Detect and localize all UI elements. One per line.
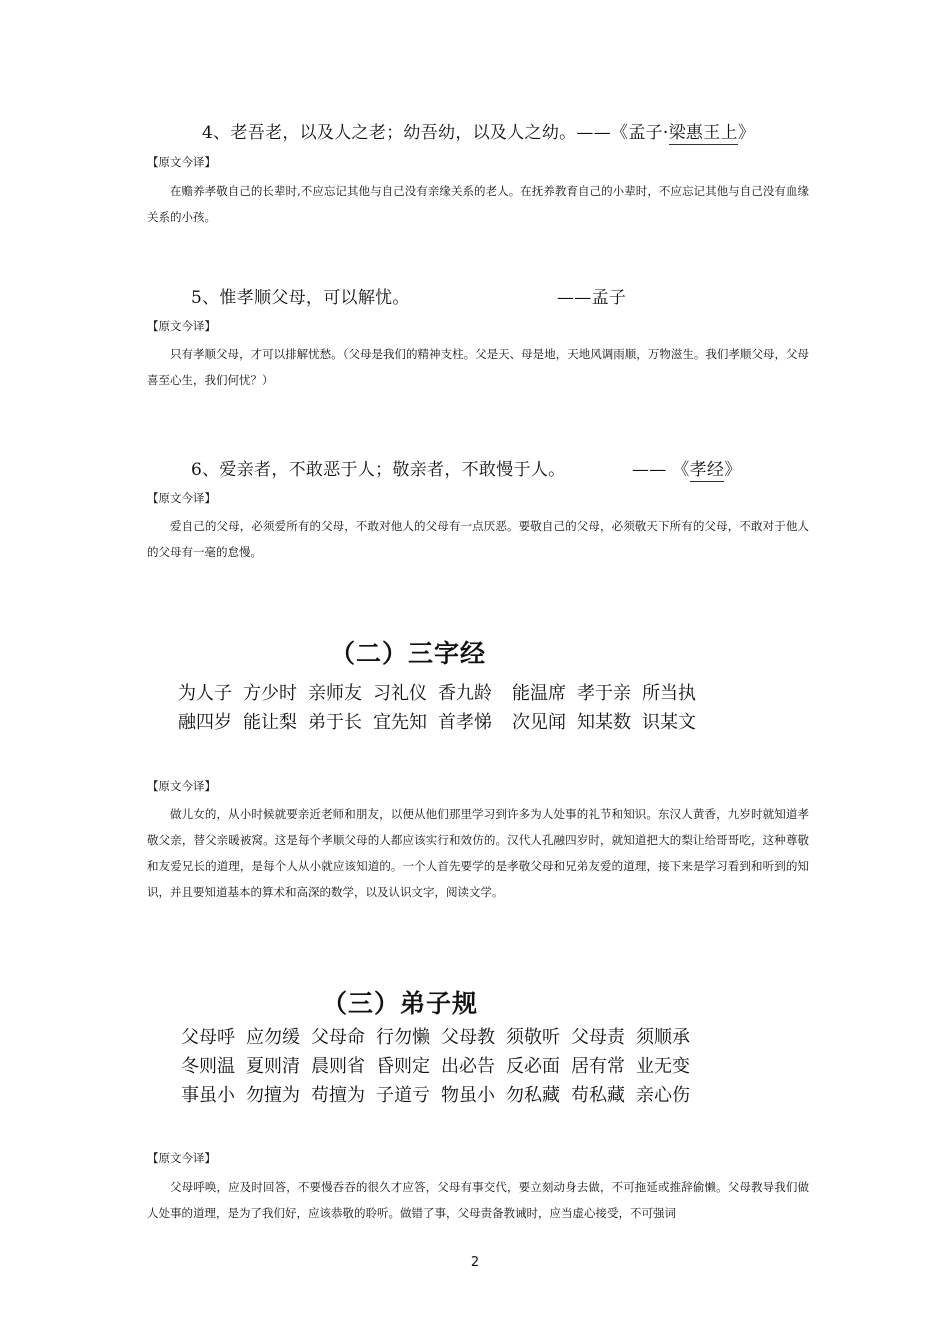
verse-phrase: 弟于长 — [308, 712, 362, 733]
verse-phrase: 行勿懒 — [376, 1027, 430, 1048]
translation-label-4: 【原文今译】 — [147, 155, 216, 169]
verse-phrase: 子道亏 — [376, 1085, 430, 1106]
quote-5-text: 5、惟孝顺父母，可以解忧。 — [191, 288, 410, 308]
dizigui-verse — [181, 1023, 701, 1110]
quote-6-source-close: 》 — [724, 460, 742, 480]
verse-phrase: 习礼仪 — [373, 683, 427, 704]
verse-phrase: 须顺承 — [636, 1027, 690, 1048]
verse-phrase: 父母责 — [571, 1027, 625, 1048]
quote-6-source-underlined: 孝经 — [689, 460, 725, 480]
verse-phrase: 知某数 — [577, 712, 631, 733]
verse-phrase: 昏则定 — [376, 1056, 430, 1077]
verse-phrase: 方少时 — [243, 683, 297, 704]
verse-phrase: 孝于亲 — [577, 683, 631, 704]
verse-phrase: 能温席 — [512, 683, 566, 704]
verse-phrase: 应勿缓 — [246, 1027, 300, 1048]
page-number: 2 — [470, 1255, 480, 1270]
translation-label-dizigui: 【原文今译】 — [147, 1151, 216, 1165]
verse-phrase: 居有常 — [571, 1056, 625, 1077]
verse-phrase: 能让梨 — [243, 712, 297, 733]
translation-6: 爱自己的父母，必须爱所有的父母，不敢对他人的父母有一点厌恶。要敬自己的父母，必须敬天下所有的父母，不敢对于他人的父母有一毫的怠慢。 — [147, 519, 809, 559]
verse-phrase: 业无变 — [636, 1056, 690, 1077]
quote-4-source-underlined: 梁惠王上 — [668, 123, 738, 143]
verse-phrase: 须敬听 — [506, 1027, 560, 1048]
translation-5: 只有孝顺父母，才可以排解忧愁。（父母是我们的精神支柱。父是天、母是地，天地风调雨顺，万物滋生。我们孝顺父母，父母喜至心生，我们何忧？） — [147, 347, 809, 387]
verse-phrase: 晨则省 — [311, 1056, 365, 1077]
verse-line — [178, 679, 707, 708]
verse-phrase: 父母命 — [311, 1027, 365, 1048]
translation-label-6: 【原文今译】 — [147, 491, 216, 505]
verse-phrase: 次见闻 — [512, 712, 566, 733]
verse-phrase: 物虽小 — [441, 1085, 495, 1106]
verse-phrase: 苟私藏 — [571, 1085, 625, 1106]
verse-phrase: 苟擅为 — [311, 1085, 365, 1106]
verse-line — [178, 708, 707, 737]
verse-phrase: 父母呼 — [181, 1027, 235, 1048]
translation-label-sanzijing: 【原文今译】 — [147, 779, 216, 793]
quote-4-text: 4、老吾老，以及人之老；幼吾幼，以及人之幼。——《孟子· — [202, 123, 669, 143]
verse-phrase: 夏则清 — [246, 1056, 300, 1077]
verse-phrase: 首孝悌 — [438, 712, 492, 733]
verse-line — [181, 1023, 701, 1052]
quote-6-source — [632, 455, 742, 480]
verse-phrase: 勿擅为 — [246, 1085, 300, 1106]
quote-4 — [202, 118, 755, 143]
translation-label-5: 【原文今译】 — [147, 319, 216, 333]
verse-phrase: 亲心伤 — [636, 1085, 690, 1106]
verse-phrase: 事虽小 — [181, 1085, 235, 1106]
verse-line — [181, 1052, 701, 1081]
verse-phrase: 融四岁 — [178, 712, 232, 733]
verse-phrase: 出必告 — [441, 1056, 495, 1077]
verse-phrase: 所当执 — [642, 683, 696, 704]
verse-phrase: 宜先知 — [373, 712, 427, 733]
section-heading-sanzijing: （二）三字经 — [330, 639, 487, 668]
verse-phrase: 勿私藏 — [506, 1085, 560, 1106]
translation-sanzijing: 做儿女的，从小时候就要亲近老师和朋友，以便从他们那里学习到许多为人处事的礼节和知识。东汉人黄香，九岁时就知道孝敬父亲，替父亲暖被窝。这是每个孝顺父母的人都应该实行和效仿的。汉代人孔融四岁时，就知道把大的梨让给哥哥吃，这种尊敬和友爱兄长的道理，是每个人从小就应该知道的。一个人首先要学的是孝敬父母和兄弟友爱的道理，接下来是学习看到和听到的知识，并且要知道基本的算术和高深的数学，以及认识文字，阅读文学。 — [147, 807, 809, 899]
verse-phrase: 亲师友 — [308, 683, 362, 704]
verse-phrase: 香九龄 — [438, 683, 492, 704]
translation-dizigui: 父母呼唤，应及时回答，不要慢吞吞的很久才应答，父母有事交代，要立刻动身去做，不可拖延或推辞偷懒。父母教导我们做人处事的道理，是为了我们好，应该恭敬的聆听。做错了事，父母责备教诫时，应当虚心接受，不可强词 — [147, 1180, 809, 1220]
section-heading-dizigui: （三）弟子规 — [322, 989, 479, 1018]
verse-phrase: 识某文 — [642, 712, 696, 733]
translation-4: 在赡养孝敬自己的长辈时,不应忘记其他与自己没有亲缘关系的老人。在抚养教育自己的小辈时，不应忘记其他与自己没有血缘关系的小孩。 — [147, 184, 809, 224]
quote-5-source: ——孟子 — [557, 288, 627, 308]
verse-phrase: 冬则温 — [181, 1056, 235, 1077]
verse-line — [181, 1081, 701, 1110]
verse-phrase: 为人子 — [178, 683, 232, 704]
verse-phrase: 父母教 — [441, 1027, 495, 1048]
quote-6-text: 6、爱亲者，不敢恶于人；敬亲者，不敢慢于人。 — [191, 460, 566, 480]
sanzijing-verse — [178, 679, 707, 737]
verse-phrase: 反必面 — [506, 1056, 560, 1077]
quote-6-source-prefix: —— 《 — [632, 460, 690, 480]
quote-4-source-close: 》 — [737, 123, 756, 143]
